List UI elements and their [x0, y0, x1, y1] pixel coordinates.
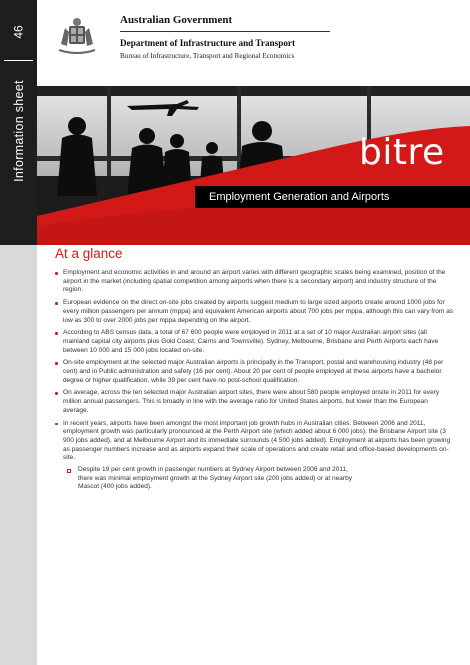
- sheet-number: 46: [11, 25, 26, 39]
- list-item-text: In recent years, airports have been amongst the most important job growth hubs in Australian cities. Between 2006 and 2011, employment growth was particularly pronounced at the Perth Airport site (which added about 6 000 jobs), the Brisbane Airport site (3 900 jobs added), and at Melbourne Airport and its immediate surrounds (4 500 jobs added). Employment at airports has been growing as passenger numbers increase and as airports expand their scale of operations and create retail and office-based developments on-site.: [63, 419, 451, 462]
- sidebar-divider: [4, 60, 33, 61]
- bullet-list: [55, 269, 455, 492]
- bureau-title: Bureau of Infrastructure, Transport and Regional Economics: [120, 52, 295, 60]
- section-title: At a glance: [55, 246, 123, 261]
- bitre-logo: bitre: [359, 132, 445, 173]
- sub-bullet-list: [63, 466, 455, 492]
- list-item: [55, 420, 455, 493]
- list-item: On average, across the ten selected major Australian airport sites, there were about 580 people employed onsite in 2011 for every million annual passengers. This is broadly in line with the average ratio for United States airports, but lower than the European average.: [55, 389, 455, 415]
- banner: [37, 86, 470, 245]
- document-title: Employment Generation and Airports: [195, 186, 470, 208]
- government-title: Australian Government: [120, 14, 233, 26]
- main-content: [55, 246, 455, 496]
- sidebar: [0, 0, 37, 665]
- list-item: On-site employment at the selected major Australian airports is principally in the Transport, postal and warehousing industry (48 per cent) and in Public administration and safety (16 per cent). About 20 per cent of people employed at these airports have a bachelor degree or higher qualification, while 39 per cent have no post-school qualification.: [55, 359, 455, 385]
- coat-of-arms-icon: [55, 14, 99, 58]
- sub-list-item: Despite 19 per cent growth in passenger numbers at Sydney Airport between 2006 and 2011, there was minimal employment growth at the Sydney Airport site (200 jobs added) or at nearby Mascot (400 jobs added).: [63, 466, 358, 492]
- list-item: According to ABS census data, a total of 67 600 people were employed in 2011 at a set of 10 major Australian airport sites (all mainland capital city airports plus Gold Coast, Cairns and Townsville). Sydney, Melbourne, Brisbane and Perth Airports each have between 10 000 and 15 000 jobs located on-site.: [55, 329, 455, 355]
- header: [37, 0, 470, 86]
- header-rule: [120, 31, 330, 32]
- list-item: European evidence on the direct on-site jobs created by airports suggest medium to large sized airports create around 1000 jobs for every million passengers per annum (mppa) and equivalent American airports about 700 jobs per mppa, although this can vary from as low as 300 to over 2000 jobs per mppa depending on the airport.: [55, 299, 455, 325]
- department-title: Department of Infrastructure and Transport: [120, 38, 296, 48]
- sidebar-dark-panel: [0, 0, 37, 245]
- list-item: Employment and economic activities in and around an airport varies with different geographic scales being examined, position of the airport in the market (including spatial competition among airports when there is a secondary airport) and industry structure of the region.: [55, 269, 455, 295]
- sheet-label: Information sheet: [11, 80, 26, 182]
